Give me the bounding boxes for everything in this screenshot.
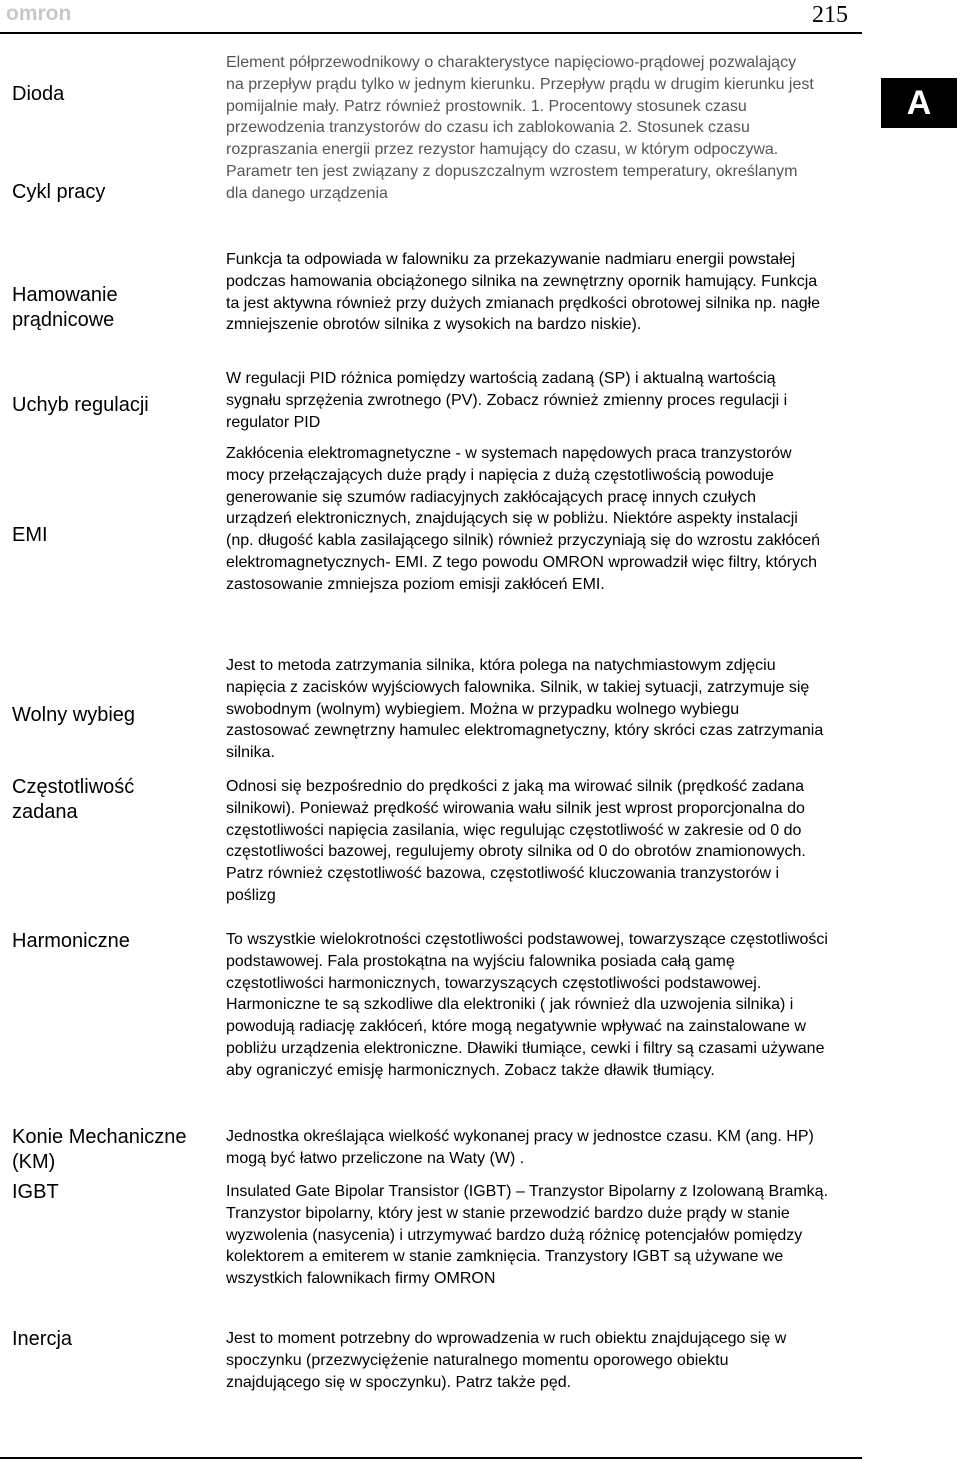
definition-dioda-cykl bbox=[226, 52, 816, 205]
definition-wolny-wybieg: Jest to metoda zatrzymania silnika, która polega na natychmiastowym zdjęciu napięcia z zacisków wyjściowych falownika. Silnik, w takiej sytuacji, zatrzymuje się swobodnym (wolnym) wybiegiem. Można w przypadku wolnego wybiegu zastosować zewnętrzny hamulec elektromagnetyczny, który skróci czas zatrzymania silnika. bbox=[226, 657, 824, 762]
definition-dioda-cykl-text: Element półprzewodnikowy o charakterystyce napięciowo-prądowej pozwalający na przepływ prądu tylko w jednym kierunku. Przepływ prądu w drugim kierunku jest pomijalnie mały. Patrz również prostownik. 1. Procentowy stosunek czasu przewodzenia tranzystorów do czasu ich zablokowania 2. Stosunek czasu rozpraszania energii przez rezystor hamujący do czasu, w którym odpoczywa. bbox=[226, 54, 814, 159]
definition-czestotliwosc: Odnosi się bezpośrednio do prędkości z jaką ma wirować silnik (prędkość zadana silnikowi). Ponieważ prędkość wirowania wału silnik jest wprost proporcjonalna do częstotliwości napięcia zasilania, więc regulując częstotliwość w zakresie od 0 do częstotliwości bazowej, regulujemy obroty silnika od 0 do obrotów znamionowych. Patrz również częstotliwość bazowa, częstotliwość kluczowania tranzystorów i poślizg bbox=[226, 778, 806, 904]
definition-igbt: Insulated Gate Bipolar Transistor (IGBT) – Tranzystor Bipolarny z Izolowaną Bramką. Tranzystor bipolarny, który jest w stanie przewodzić bardzo duże prądy w stanie wyzwolenia (nasycenia) i utrzymywać bardzo dużą różnicę potencjałów pomiędzy kolektorem a emiterem w stanie zamknięcia. Tranzystory IGBT są używane we wszystkich falownikach firmy OMRON bbox=[226, 1183, 829, 1288]
svg-text:omron: omron bbox=[6, 2, 72, 24]
term-wolny-wybieg: Wolny wybieg bbox=[12, 704, 136, 726]
omron-logo bbox=[6, 2, 86, 24]
term-czestotliwosc: Częstotliwość zadana bbox=[12, 776, 135, 823]
term-cykl-pracy: Cykl pracy bbox=[12, 181, 106, 203]
definition-harmoniczne: To wszystkie wielokrotności częstotliwości podstawowej, towarzyszące częstotliwości podstawowej. Fala prostokątna na wyjściu falownika posiada całą gamę częstotliwości harmonicznych, towarzyszących częstotliwości podstawowej. Harmoniczne te są szkodliwe dla elektroniki ( jak również dla uzwojenia silnika) i powodują radiację zakłóceń, które mogą negatywnie wpływać na zainstalowane w pobliżu urządzenia elektroniczne. Dławiki tłumiące, cewki i filtry są czasami używane aby ograniczyć emisję harmonicznych. Zobacz także dławik tłumiący. bbox=[226, 931, 828, 1079]
section-tab: A bbox=[881, 78, 957, 128]
header-rule bbox=[0, 32, 862, 34]
definition-cykl-tail: Parametr ten jest związany z dopuszczalnym wzrostem temperatury, określanym dla danego urządzenia bbox=[226, 162, 798, 202]
page-number: 215 bbox=[812, 2, 848, 28]
definition-uchyb: W regulacji PID różnica pomiędzy wartością zadaną (SP) i aktualną wartością sygnału sprzężenia zwrotnego (PV). Zobacz również zmienny proces regulacji i regulator PID bbox=[226, 370, 788, 431]
term-hamowanie: Hamowanie prądnicowe bbox=[12, 284, 118, 331]
term-igbt: IGBT bbox=[12, 1181, 59, 1203]
definition-hamowanie: Funkcja ta odpowiada w falowniku za przekazywanie nadmiaru energii powstałej podczas hamowania obciążonego silnika na zewnętrzny opornik hamujący. Funkcja ta jest aktywna również przy dużych zmianach prędkości obrotowej silnika np. nagłe zmniejszenie obrotów silnika z wysokich na bardzo niskie). bbox=[226, 251, 821, 334]
footer-rule bbox=[0, 1457, 862, 1459]
term-emi: EMI bbox=[12, 524, 48, 546]
term-konie-mechaniczne: Konie Mechaniczne (KM) bbox=[12, 1126, 187, 1173]
term-inercja: Inercja bbox=[12, 1328, 73, 1350]
term-harmoniczne: Harmoniczne bbox=[12, 930, 130, 952]
definition-emi: Zakłócenia elektromagnetyczne - w systemach napędowych praca tranzystorów mocy przełączających duże prądy i napięcia z dużą częstotliwością powoduje generowanie się szumów radiacyjnych zakłócających pracę innych czułych urządzeń elektronicznych, znajdujących się w pobliżu. Niektóre aspekty instalacji (np. długość kabla zasilającego silnik) również przyczyniają się do wzrostu zakłóceń elektromagnetycznych- EMI. Z tego powodu OMRON wprowadził więc filtry, których zastosowanie zmniejsza poziom emisji zakłóceń EMI. bbox=[226, 445, 821, 593]
definition-konie-mechaniczne: Jednostka określająca wielkość wykonanej pracy w jednostce czasu. KM (ang. HP) mogą być łatwo przeliczone na Waty (W) . bbox=[226, 1128, 814, 1167]
definition-inercja: Jest to moment potrzebny do wprowadzenia w ruch obiektu znajdującego się w spoczynku (przezwyciężenie naturalnego momentu oporowego obiektu znajdującego się w spoczynku). Patrz także pęd. bbox=[226, 1330, 787, 1391]
term-dioda: Dioda bbox=[12, 83, 65, 105]
term-uchyb: Uchyb regulacji bbox=[12, 394, 149, 416]
